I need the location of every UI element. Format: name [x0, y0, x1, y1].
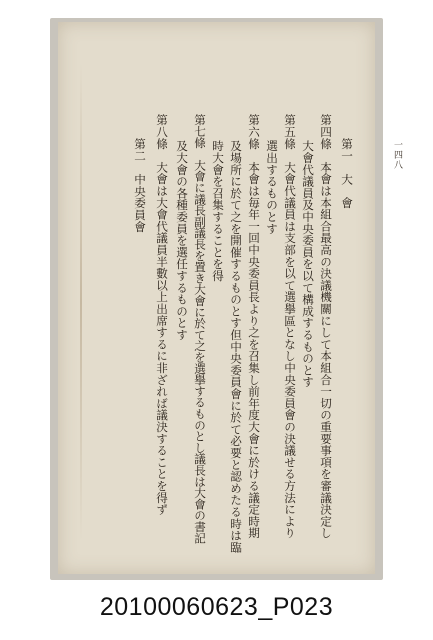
- article-8-line-1: 第八條 大會は大會代議員半數以上出席するに非ざれば議決することを得ず: [155, 114, 169, 516]
- article-5-line-2: 選出するものとす: [265, 140, 279, 235]
- section-heading-chuo-iinkai: 第二 中央委員會: [133, 138, 147, 233]
- article-7-line-2: 及大會の各種委員を選任するものとす: [175, 140, 189, 341]
- page-crease: [80, 62, 82, 542]
- article-7-line-1: 第七條 大會に議長副議長を置き大會に於て之を選擧するものとし議長は大會の書記: [193, 114, 207, 544]
- article-4-line-2: 大會代議員及中央委員を以て構成するものとす: [301, 140, 315, 388]
- article-5-line-1: 第五條 大會代議員は支部を以て選擧區となし中央委員會の決議せる方法により: [283, 114, 297, 539]
- page-number: 一四八: [392, 140, 402, 170]
- image-id-label: 20100060623_P023: [99, 593, 334, 621]
- article-6-line-2: 及場所に於て之を開催するものとす但中央委員會に於て必要と認めたる時は臨: [229, 140, 243, 553]
- article-6-line-3: 時大會を召集することを得: [211, 140, 225, 282]
- document-page: [58, 22, 402, 574]
- article-4-line-1: 第四條 本會は本組合最高の決議機關にして本組合一切の重要事項を審議決定し: [319, 114, 333, 539]
- article-6-line-1: 第六條 本會は毎年一回中央委員長より之を召集し前年度大會に於ける議定時期: [247, 114, 261, 539]
- section-heading-taikai: 第一 大 會: [340, 138, 354, 209]
